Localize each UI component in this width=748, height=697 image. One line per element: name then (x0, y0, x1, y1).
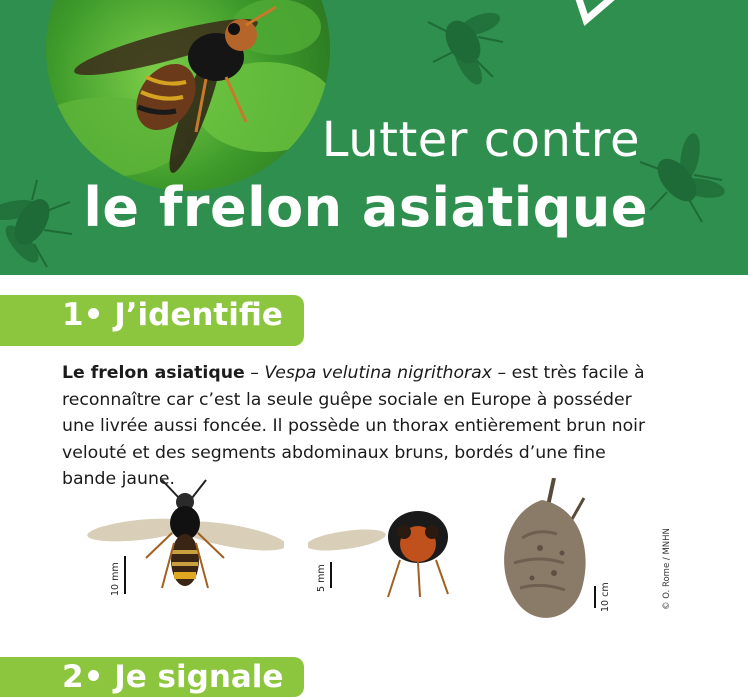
paragraph-species: Vespa velutina nigrithorax (264, 363, 492, 383)
section-number: 1 (62, 297, 84, 333)
paragraph-rest: – est très facile à reconnaître car c’est la seule guêpe sociale en Europe à posséder une livrée aussi foncée. Il possède un thorax entièrement brun noir velouté et des segments abdominaux bruns, bordés d’une fine bande jaune. (62, 363, 646, 489)
paragraph-sep: – (244, 363, 265, 383)
fly-icon (418, 2, 513, 92)
section-number: 2 (62, 659, 84, 695)
chevron-icon (568, 0, 618, 26)
scale-label: 10 mm (110, 562, 121, 596)
figures-row (80, 478, 700, 628)
section-label: J’identifie (114, 297, 283, 333)
section-label: Je signale (114, 659, 284, 695)
scale-bar (594, 586, 596, 608)
scale-label: 5 mm (316, 564, 327, 592)
header-banner (0, 0, 748, 275)
title-line2: le frelon asiatique (83, 176, 648, 239)
paragraph-bold: Le frelon asiatique (62, 363, 245, 383)
section-title (62, 297, 283, 333)
hornet-head-view (308, 502, 468, 602)
section-title (62, 659, 283, 695)
identification-paragraph (62, 360, 662, 493)
scale-label: 10 cm (600, 582, 611, 612)
photo-credit: © O. Rome / MNHN (662, 528, 672, 610)
section-bullet: • (83, 659, 104, 695)
scale-bar (330, 562, 332, 588)
hornet-nest (492, 478, 602, 626)
section-bullet: • (83, 297, 104, 333)
scale-bar (124, 556, 126, 594)
title-line1: Lutter contre (321, 112, 640, 168)
